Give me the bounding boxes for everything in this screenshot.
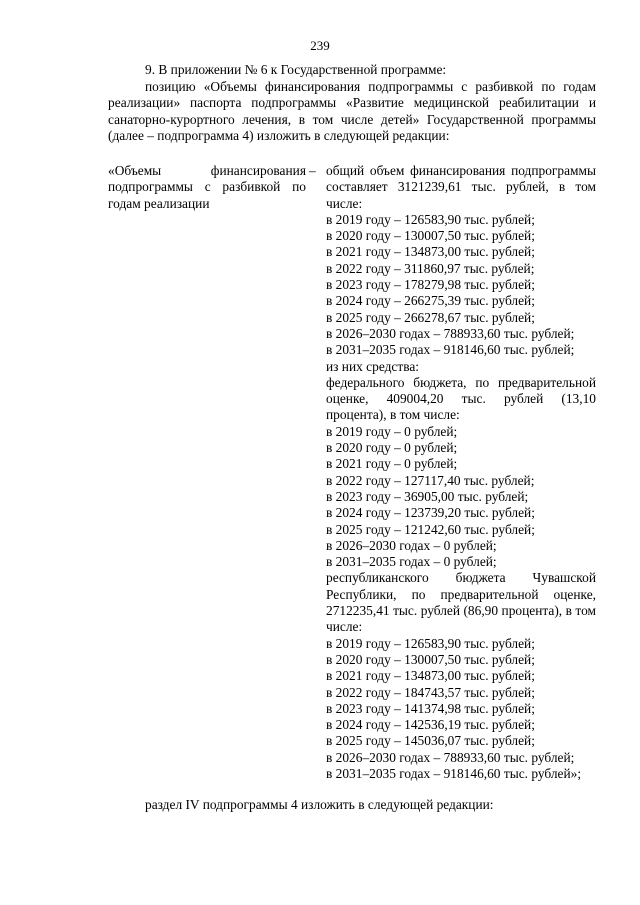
total-year-line: в 2020 году – 130007,50 тыс. рублей;	[326, 228, 535, 244]
total-year-line: в 2026–2030 годах – 788933,60 тыс. рублей;	[326, 325, 575, 341]
federal-year-line: в 2022 году – 127117,40 тыс. рублей;	[326, 472, 535, 488]
total-year-line: в 2024 году – 266275,39 тыс. рублей;	[326, 293, 535, 309]
of-them-label: из них средства:	[326, 358, 420, 374]
total-year-line: в 2021 году – 134873,00 тыс. рублей;	[326, 244, 535, 260]
republic-funding: республиканского бюджета Чувашской Республики, по предварительной оценке, 2712235,41 тыс. рублей (86,90 процента), в том числе:	[326, 570, 596, 635]
federal-year-line: в 2031–2035 годах – 0 рублей;	[326, 554, 497, 570]
republic-year-line: в 2023 году – 141374,98 тыс. рублей;	[326, 700, 535, 716]
table-right-cell	[326, 163, 596, 782]
republic-year-line: в 2026–2030 годах – 788933,60 тыс. рублей;	[326, 749, 575, 765]
republic-year-line: в 2020 году – 130007,50 тыс. рублей;	[326, 651, 535, 667]
federal-year-line: в 2026–2030 годах – 0 рублей;	[326, 537, 497, 553]
federal-year-line: в 2019 году – 0 рублей;	[326, 423, 458, 439]
total-year-line: в 2031–2035 годах – 918146,60 тыс. рублей;	[326, 342, 575, 358]
federal-year-line: в 2021 году – 0 рублей;	[326, 456, 458, 472]
total-year-line: в 2022 году – 311860,97 тыс. рублей;	[326, 260, 535, 276]
total-year-line: в 2023 году – 178279,98 тыс. рублей;	[326, 277, 535, 293]
total-year-line: в 2019 году – 126583,90 тыс. рублей;	[326, 211, 535, 227]
intro-block	[108, 62, 596, 145]
intro-text: позицию «Объемы финансирования подпрограммы с разбивкой по годам реализации» паспорта подпрограммы «Развитие медицинской реабилитации и санаторно-курортного лечения, в том числе детей» Государственной программы (далее – подпрограмма 4) изложить в следующей редакции:	[108, 78, 596, 143]
table-left-cell: «Объемы финансирования подпрограммы с разбивкой по годам реализации	[108, 163, 306, 211]
federal-funding: федерального бюджета, по предварительной оценке, 409004,20 тыс. рублей (13,10 процента), в том числе:	[326, 374, 596, 423]
outro-text: раздел IV подпрограммы 4 изложить в следующей редакции:	[145, 797, 494, 812]
republic-year-line: в 2022 году – 184743,57 тыс. рублей;	[326, 684, 535, 700]
total-year-line: в 2025 году – 266278,67 тыс. рублей;	[326, 309, 535, 325]
page-number: 239	[310, 38, 330, 53]
federal-year-line: в 2025 году – 121242,60 тыс. рублей;	[326, 521, 535, 537]
republic-year-line: в 2031–2035 годах – 918146,60 тыс. рублей»;	[326, 765, 582, 781]
table-dash: –	[309, 163, 316, 178]
federal-year-line: в 2024 году – 123739,20 тыс. рублей;	[326, 505, 535, 521]
republic-year-line: в 2025 году – 145036,07 тыс. рублей;	[326, 733, 535, 749]
republic-year-line: в 2024 году – 142536,19 тыс. рублей;	[326, 717, 535, 733]
intro-item: 9. В приложении № 6 к Государственной программе:	[145, 62, 447, 77]
republic-year-line: в 2021 году – 134873,00 тыс. рублей;	[326, 668, 535, 684]
republic-year-line: в 2019 году – 126583,90 тыс. рублей;	[326, 635, 535, 651]
federal-year-line: в 2023 году – 36905,00 тыс. рублей;	[326, 488, 529, 504]
federal-year-line: в 2020 году – 0 рублей;	[326, 440, 458, 456]
total-funding: общий объем финансирования подпрограммы составляет 3121239,61 тыс. рублей, в том числе:	[326, 163, 596, 211]
